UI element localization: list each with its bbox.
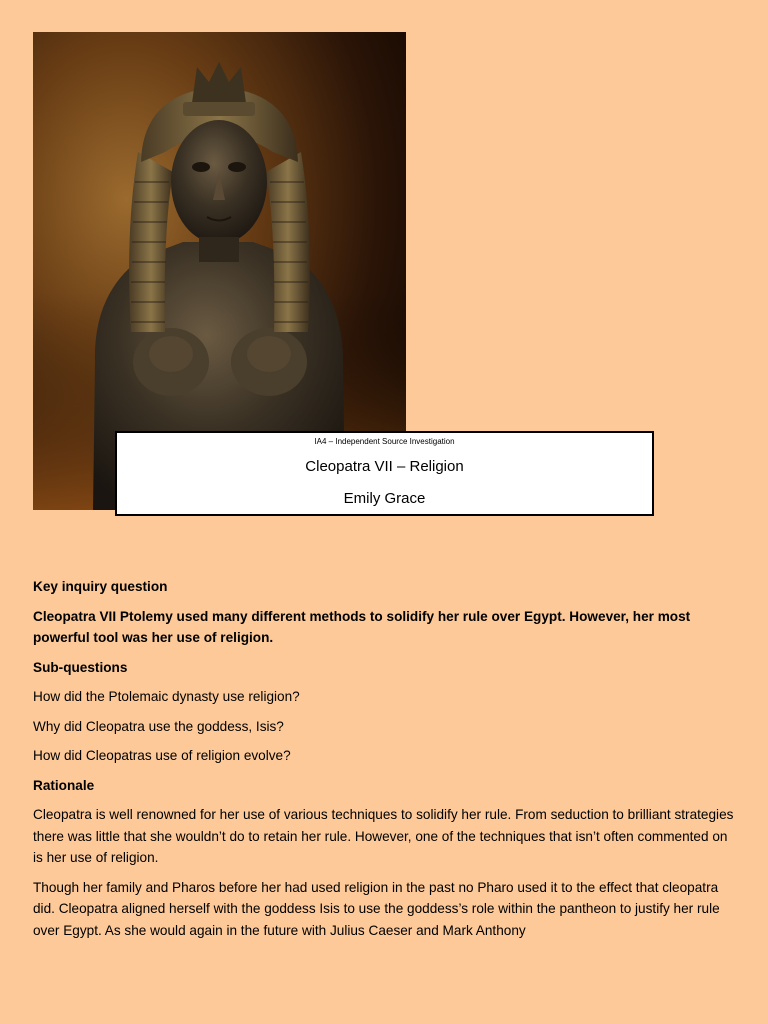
title-box [115,431,654,516]
rationale-paragraph: Cleopatra is well renowned for her use of various techniques to solidify her rule. From seduction to brilliant strategies there was little that she wouldn’t do to retain her rule. However, one of the techniques that isn’t often commented on is her use of religion. [33,807,734,865]
rationale-paragraph: Though her family and Pharos before her had used religion in the past no Pharo used it to the effect that cleopatra did. Cleopatra aligned herself with the goddess Isis to use the goddess’s role within the pantheon to justify her rule over Egypt. As she would again in the future with Julius Caeser and Mark Anthony [33,879,720,938]
document-title: Cleopatra VII – Religion [305,458,464,475]
sub-questions-heading: Sub-questions [33,659,128,675]
key-inquiry-heading: Key inquiry question [33,579,168,594]
document-body [33,576,738,949]
sub-question: How did the Ptolemaic dynasty use religion? [33,689,300,704]
sub-question: Why did Cleopatra use the goddess, Isis? [33,718,284,734]
key-inquiry-question: Cleopatra VII Ptolemy used many different methods to solidify her rule over Egypt. However, her most powerful tool was her use of religion. [33,608,691,645]
rationale-heading: Rationale [33,777,95,793]
assignment-label: IA4 – Independent Source Investigation [314,437,455,446]
author-name: Emily Grace [343,490,426,507]
sub-question: How did Cleopatras use of religion evolve? [33,748,291,763]
